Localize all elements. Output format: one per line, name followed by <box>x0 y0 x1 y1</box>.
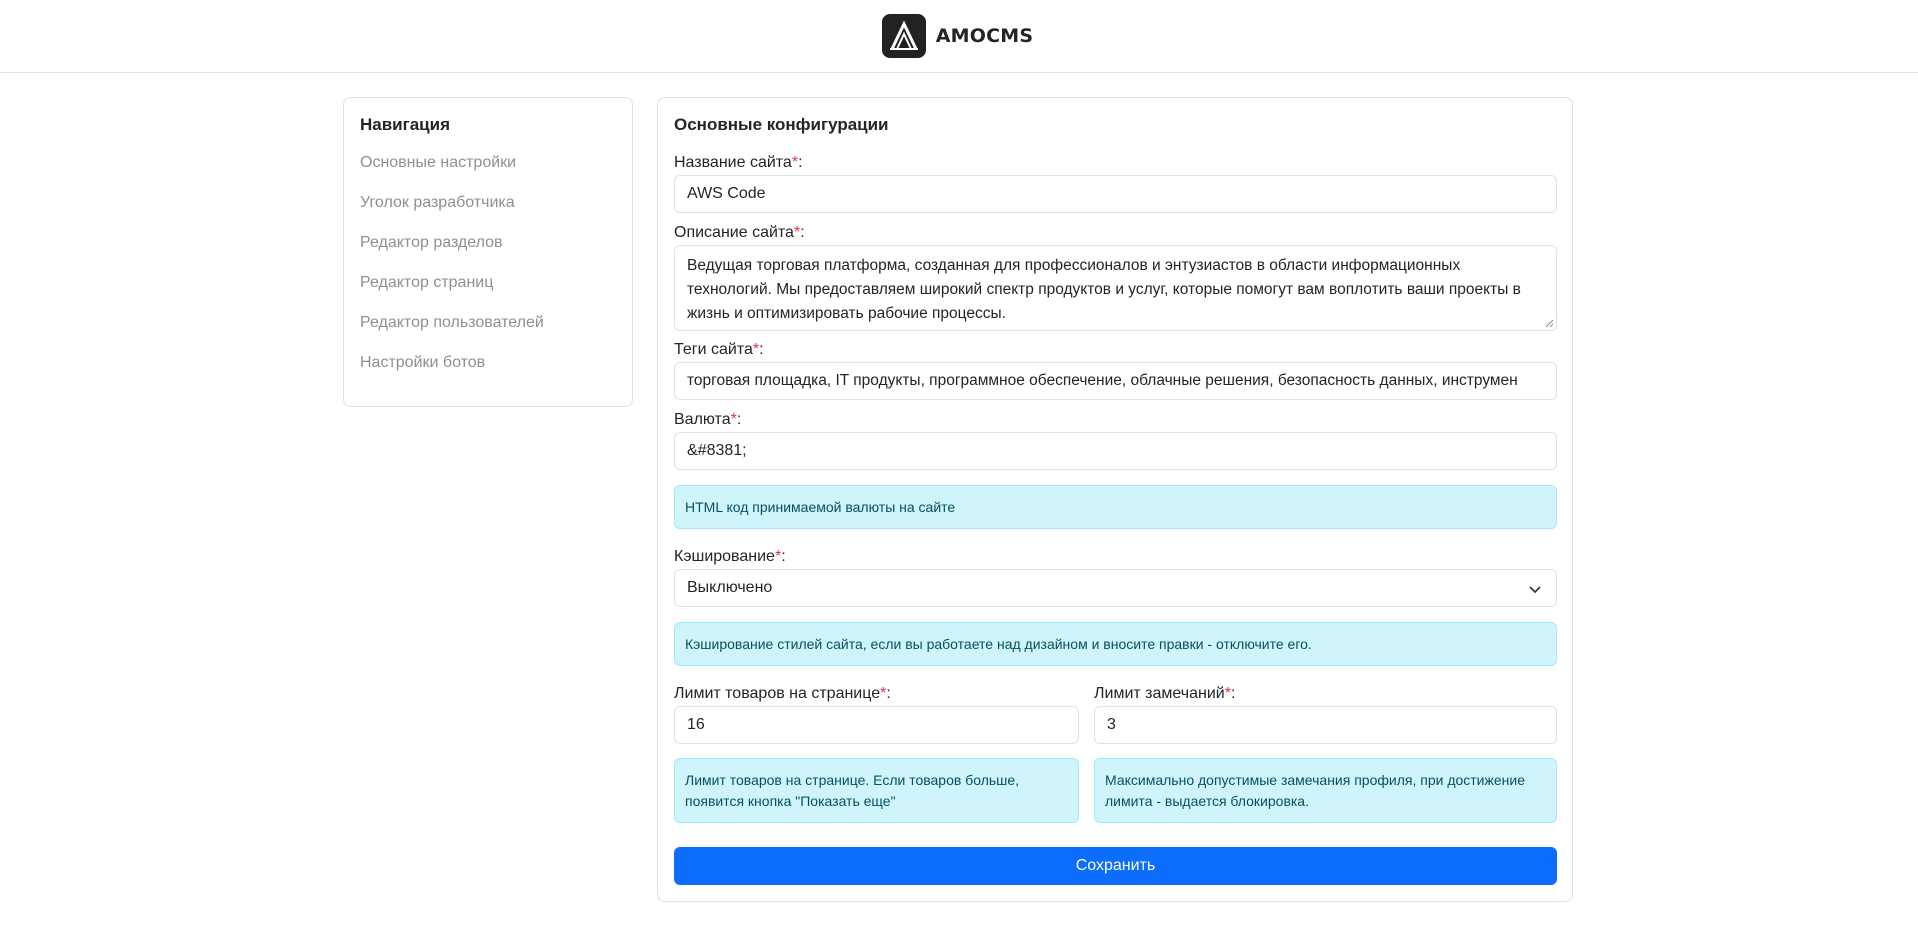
brand[interactable] <box>882 14 1034 58</box>
top-header <box>0 0 1918 73</box>
sidebar-item-sections-editor[interactable]: Редактор разделов <box>360 234 503 251</box>
site-tags-input[interactable]: торговая площадка, IT продукты, программное обеспечение, облачные решения, безопасность данных, инструмен <box>674 362 1557 400</box>
sidebar-title: Навигация <box>360 115 450 134</box>
brand-name: AMOCMS <box>935 25 1034 47</box>
products-limit-label: Лимит товаров на странице*: <box>674 685 891 702</box>
page-title: Основные конфигурации <box>674 115 889 134</box>
currency-hint: HTML код принимаемой валюты на сайте <box>674 485 1557 529</box>
products-limit-input[interactable]: 16 <box>674 706 1079 744</box>
site-description-textarea[interactable] <box>674 245 1557 331</box>
chevron-down-icon <box>1528 582 1542 596</box>
amocms-logo-icon <box>882 14 926 58</box>
sidebar-item-main-settings[interactable]: Основные настройки <box>360 154 517 171</box>
sidebar-item-bots-settings[interactable]: Настройки ботов <box>360 354 486 371</box>
sidebar-item-pages-editor[interactable]: Редактор страниц <box>360 274 494 291</box>
main-config-panel <box>657 97 1573 902</box>
site-description-text: Ведущая торговая платформа, созданная для профессионалов и энтузиастов в области информационных технологий. Мы предоставляем широкий спектр продуктов и услуг, которые помогут вам воплотить ваши проекты в жизнь и оптимизировать рабочие процессы. <box>687 257 1521 322</box>
sidebar-item-developer-corner[interactable]: Уголок разработчика <box>360 194 515 211</box>
warnings-limit-input[interactable]: 3 <box>1094 706 1557 744</box>
caching-select[interactable] <box>674 569 1557 607</box>
caching-selected-value: Выключено <box>687 579 773 596</box>
currency-input[interactable]: &#8381; <box>674 432 1557 470</box>
caching-hint: Кэширование стилей сайта, если вы работаете над дизайном и вносите правки - отключите его. <box>674 622 1557 666</box>
warnings-limit-label: Лимит замечаний*: <box>1094 685 1236 702</box>
resize-handle-icon[interactable] <box>1544 318 1554 328</box>
warnings-limit-hint: Максимально допустимые замечания профиля, при достижение лимита - выдается блокировка. <box>1094 758 1557 823</box>
save-button[interactable]: Сохранить <box>674 847 1557 885</box>
site-description-label: Описание сайта*: <box>674 224 805 241</box>
sidebar-navigation <box>343 97 633 407</box>
site-tags-label: Теги сайта*: <box>674 341 764 358</box>
products-limit-hint: Лимит товаров на странице. Если товаров больше, появится кнопка "Показать еще" <box>674 758 1079 823</box>
sidebar-item-users-editor[interactable]: Редактор пользователей <box>360 314 544 331</box>
site-name-input[interactable]: AWS Code <box>674 175 1557 213</box>
caching-label: Кэширование*: <box>674 548 786 565</box>
currency-label: Валюта*: <box>674 411 742 428</box>
site-name-label: Название сайта*: <box>674 154 803 171</box>
